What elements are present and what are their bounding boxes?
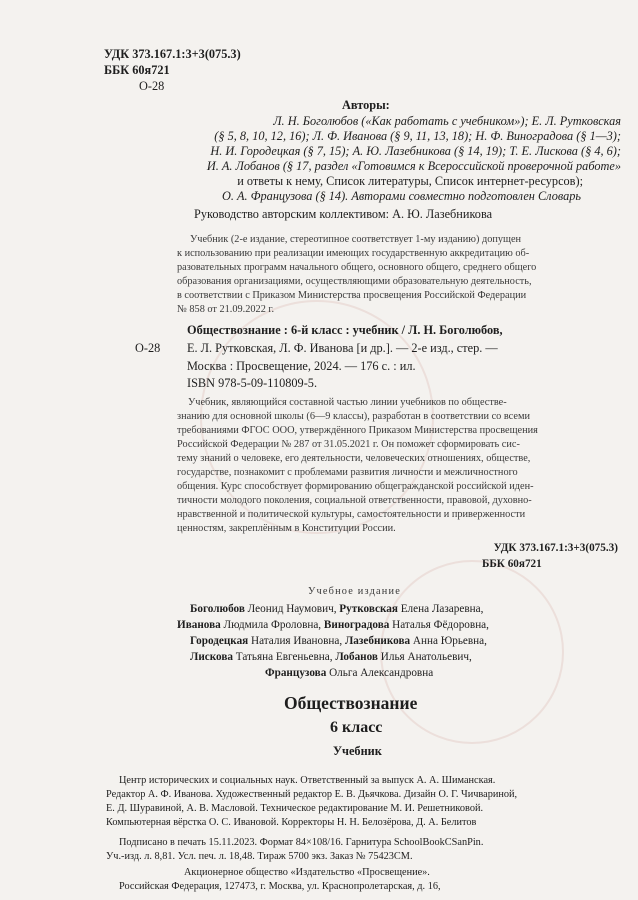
credits-line-3: Е. Д. Шуравиной, А. В. Масловой. Техническое редактирование М. И. Решетниковой. bbox=[106, 803, 484, 814]
name-surname: Лобанов bbox=[335, 651, 378, 663]
print-line-1: Подписано в печать 15.11.2023. Формат 84×108/16. Гарнитура SchoolBookCSanPin. bbox=[119, 837, 484, 848]
name-given: Елена Лазаревна, bbox=[397, 603, 484, 615]
abstract-line-6: государстве, познакомит с проблемами развития личности и межличностного bbox=[177, 467, 518, 478]
name-given: Людмила Фроловна, bbox=[220, 619, 324, 631]
authors-line-3: Н. И. Городецкая (§ 7, 15); А. Ю. Лазебникова (§ 14, 19); Т. Е. Лискова (§ 4, 6); bbox=[210, 144, 621, 158]
abstract-line-5: тему знаний о человеке, его деятельности, человеческих отношениях, обществе, bbox=[177, 453, 531, 464]
name-given: Наталия Ивановна, bbox=[248, 635, 345, 647]
names-line-1 bbox=[190, 604, 483, 616]
biblio-code: О-28 bbox=[135, 341, 161, 355]
biblio-line-1 bbox=[187, 324, 503, 337]
name-given: Татьяна Евгеньевна, bbox=[233, 651, 336, 663]
approval-line-3: разовательных программ начального общего, основного общего, среднего общего bbox=[177, 262, 537, 273]
authors-heading: Авторы: bbox=[342, 98, 390, 112]
approval-line-6: № 858 от 21.09.2022 г. bbox=[177, 304, 275, 315]
biblio-title: Обществознание : 6-й класс : учебник / Л. Н. Боголюбов, bbox=[187, 323, 503, 337]
publisher-line-2: Российская Федерация, 127473, г. Москва, ул. Краснопролетарская, д. 16, bbox=[119, 881, 441, 892]
publisher-line-1: Акционерное общество «Издательство «Просвещение». bbox=[184, 867, 430, 878]
name-given: Леонид Наумович, bbox=[244, 603, 340, 615]
authors-line-5: и ответы к нему, Список литературы, Список интернет-ресурсов); bbox=[237, 174, 583, 188]
approval-line-1: Учебник (2-е издание, стереотипное соответствует 1-му изданию) допущен bbox=[190, 234, 522, 245]
credits-line-4: Компьютерная вёрстка О. С. Ивановой. Корректоры Н. Н. Белозёрова, Д. А. Белитов bbox=[106, 817, 477, 828]
udk-code: УДК 373.167.1:3+3(075.3) bbox=[104, 47, 241, 61]
credits-line-2: Редактор А. Ф. Иванова. Художественный редактор Е. В. Дьячкова. Дизайн О. Г. Чичвариной, bbox=[106, 789, 518, 800]
abstract-line-2: знанию для основной школы (6—9 классы), разработан в соответствии со всеми bbox=[177, 411, 530, 422]
biblio-line-3: Москва : Просвещение, 2024. — 176 с. : ил. bbox=[187, 359, 416, 373]
author-mark: О-28 bbox=[139, 79, 165, 93]
name-given: Илья Анатольевич, bbox=[377, 651, 472, 663]
names-line-5 bbox=[265, 668, 433, 680]
book-kind: Учебник bbox=[333, 744, 382, 758]
name-given: Анна Юрьевна, bbox=[410, 635, 487, 647]
name-surname: Лискова bbox=[190, 651, 233, 663]
authors-line-4: И. А. Лобанов (§ 17, раздел «Готовимся к Всероссийской проверочной работе» bbox=[206, 159, 621, 173]
biblio-isbn: ISBN 978-5-09-110809-5. bbox=[187, 376, 318, 390]
approval-line-2: к использованию при реализации имеющих государственную аккредитацию об- bbox=[177, 248, 530, 259]
name-surname: Городецкая bbox=[190, 635, 249, 647]
abstract-line-7: общения. Курс способствует формированию общегражданской российской иден- bbox=[177, 481, 534, 492]
bbk-code: ББК 60я721 bbox=[104, 63, 170, 77]
name-surname: Иванова bbox=[177, 619, 221, 631]
name-surname: Рутковская bbox=[339, 603, 398, 615]
edition-type: Учебное издание bbox=[308, 586, 401, 597]
bottom-udk: УДК 373.167.1:3+3(075.3) bbox=[493, 542, 618, 554]
abstract-line-8: тичности молодого поколения, социальной ответственности, правовой, духовно- bbox=[177, 495, 532, 506]
names-line-4 bbox=[190, 652, 472, 664]
abstract-line-1: Учебник, являющийся составной частью линии учебников по обществе- bbox=[188, 397, 507, 408]
names-line-2 bbox=[177, 620, 489, 632]
print-line-2: Уч.-изд. л. 8,81. Усл. печ. л. 18,48. Тираж 5700 экз. Заказ № 75423СМ. bbox=[106, 851, 413, 862]
book-grade: 6 класс bbox=[330, 719, 383, 736]
approval-line-5: в соответствии с Приказом Министерства просвещения Российской Федерации bbox=[177, 290, 527, 301]
approval-line-4: образования организациями, осуществляющими образовательную деятельность, bbox=[177, 276, 532, 287]
authors-line-1: Л. Н. Боголюбов («Как работать с учебником»); Е. Л. Рутковская bbox=[273, 114, 621, 128]
name-given: Наталья Фёдоровна, bbox=[389, 619, 489, 631]
name-surname: Лазебникова bbox=[344, 635, 411, 647]
credits-line-1: Центр исторических и социальных наук. Ответственный за выпуск А. А. Шиманская. bbox=[119, 775, 496, 786]
name-given: Ольга Александровна bbox=[326, 667, 434, 679]
biblio-line-2: Е. Л. Рутковская, Л. Ф. Иванова [и др.]. — 2-е изд., стер. — bbox=[187, 341, 498, 355]
authors-line-6: О. А. Французова (§ 14). Авторами совместно подготовлен Словарь bbox=[221, 189, 581, 203]
book-title: Обществознание bbox=[284, 693, 418, 713]
abstract-line-9: нравственной и политической культуры, самостоятельности и приверженности bbox=[177, 509, 526, 520]
name-surname: Французова bbox=[265, 667, 327, 679]
bottom-bbk: ББК 60я721 bbox=[482, 558, 542, 570]
names-line-3 bbox=[190, 636, 487, 648]
abstract-line-10: ценностям, закреплённым в Конституции России. bbox=[177, 523, 396, 534]
abstract-line-3: требованиями ФГОС ООО, утверждённого Приказом Министерства просвещения bbox=[177, 425, 538, 436]
authors-leader: Руководство авторским коллективом: А. Ю. Лазебникова bbox=[194, 207, 493, 221]
authors-line-2: (§ 5, 8, 10, 12, 16); Л. Ф. Иванова (§ 9, 11, 13, 18); Н. Ф. Виноградова (§ 1—3); bbox=[214, 129, 621, 143]
name-surname: Виноградова bbox=[323, 619, 390, 631]
abstract-line-4: Российской Федерации № 287 от 31.05.2021 г. Он поможет сформировать сис- bbox=[177, 439, 520, 450]
name-surname: Боголюбов bbox=[190, 603, 245, 615]
